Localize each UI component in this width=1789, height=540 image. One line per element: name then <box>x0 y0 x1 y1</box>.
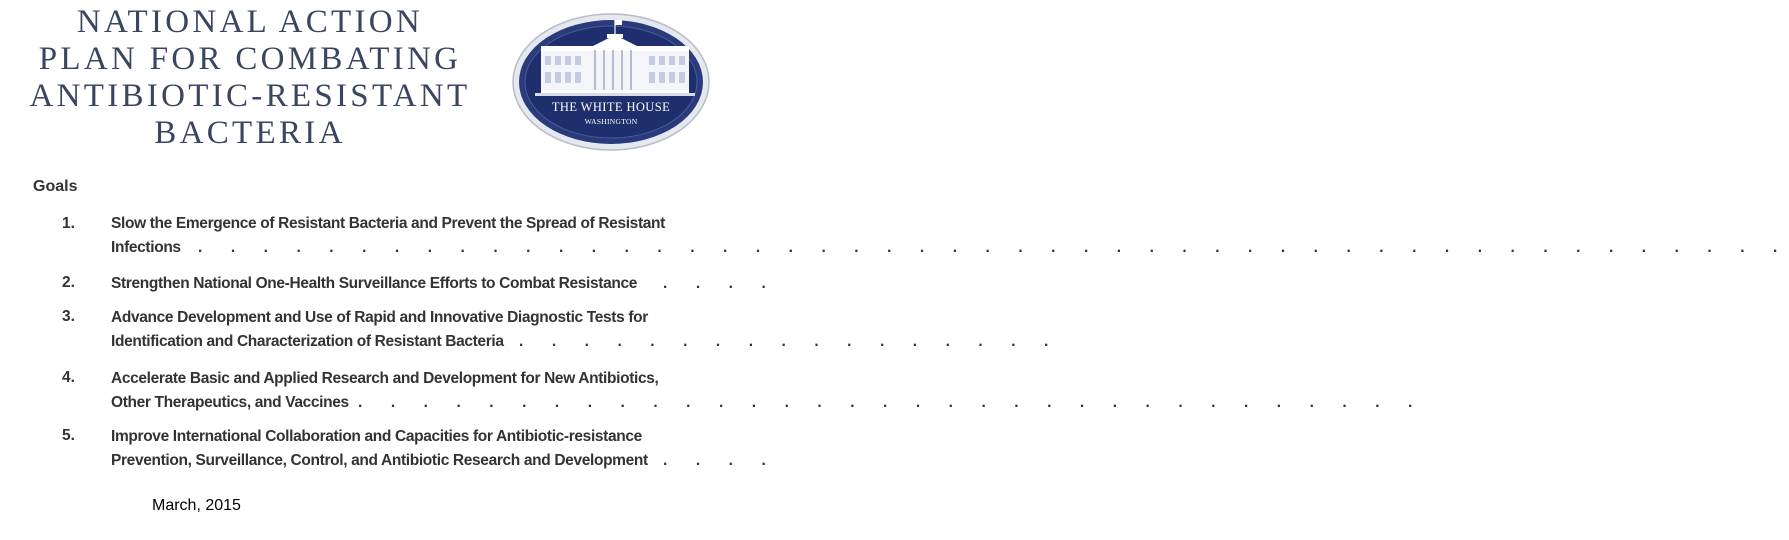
goal-text-line: Improve International Collaboration and Capacities for Antibiotic-resistance <box>111 428 642 445</box>
goal-number: 1. <box>62 215 75 232</box>
dot-leader: . . . . <box>663 275 778 292</box>
white-house-logo-icon <box>511 12 711 152</box>
goal-text-line: Accelerate Basic and Applied Research and Development for New Antibiotics, <box>111 370 659 387</box>
goals-heading: Goals <box>33 178 78 195</box>
goal-number: 5. <box>62 427 75 444</box>
seal-name: THE WHITE HOUSE <box>551 100 671 114</box>
goal-number: 2. <box>62 274 75 291</box>
goal-text-line: Slow the Emergence of Resistant Bacteria and Prevent the Spread of Resistant <box>111 215 665 232</box>
publication-date: March, 2015 <box>152 497 241 514</box>
goal-number: 4. <box>62 369 75 386</box>
goal-text-line: Infections <box>111 239 181 256</box>
document-title <box>0 4 500 152</box>
goal-text-line: Strengthen National One-Health Surveillance Efforts to Combat Resistance <box>111 275 638 292</box>
dot-leader: . . . . . . . . . . . . . . . . . . . . . . . . . . . . . . . . . . . . . . . . . . . . . . . . . <box>198 239 1789 256</box>
dot-leader: . . . . . . . . . . . . . . . . . . . . . . . . . . . . . . . . . <box>358 394 1425 411</box>
title-line-3: ANTIBIOTIC-RESISTANT <box>29 78 471 114</box>
goal-text-line: Prevention, Surveillance, Control, and Antibiotic Research and Development <box>111 452 648 469</box>
seal-location: WASHINGTON <box>584 117 638 126</box>
title-line-4: BACTERIA <box>154 115 346 151</box>
dot-leader: . . . . . . . . . . . . . . . . . <box>519 333 1061 350</box>
goal-number: 3. <box>62 308 75 325</box>
white-house-seal <box>511 12 711 152</box>
title-line-2: PLAN FOR COMBATING <box>38 41 462 77</box>
title-line-1: NATIONAL ACTION <box>76 4 424 40</box>
goal-text-line: Other Therapeutics, and Vaccines <box>111 394 349 411</box>
goal-text-line: Advance Development and Use of Rapid and Innovative Diagnostic Tests for <box>111 309 648 326</box>
dot-leader: . . . . <box>663 452 778 469</box>
goal-text-line: Identification and Characterization of Resistant Bacteria <box>111 333 504 350</box>
